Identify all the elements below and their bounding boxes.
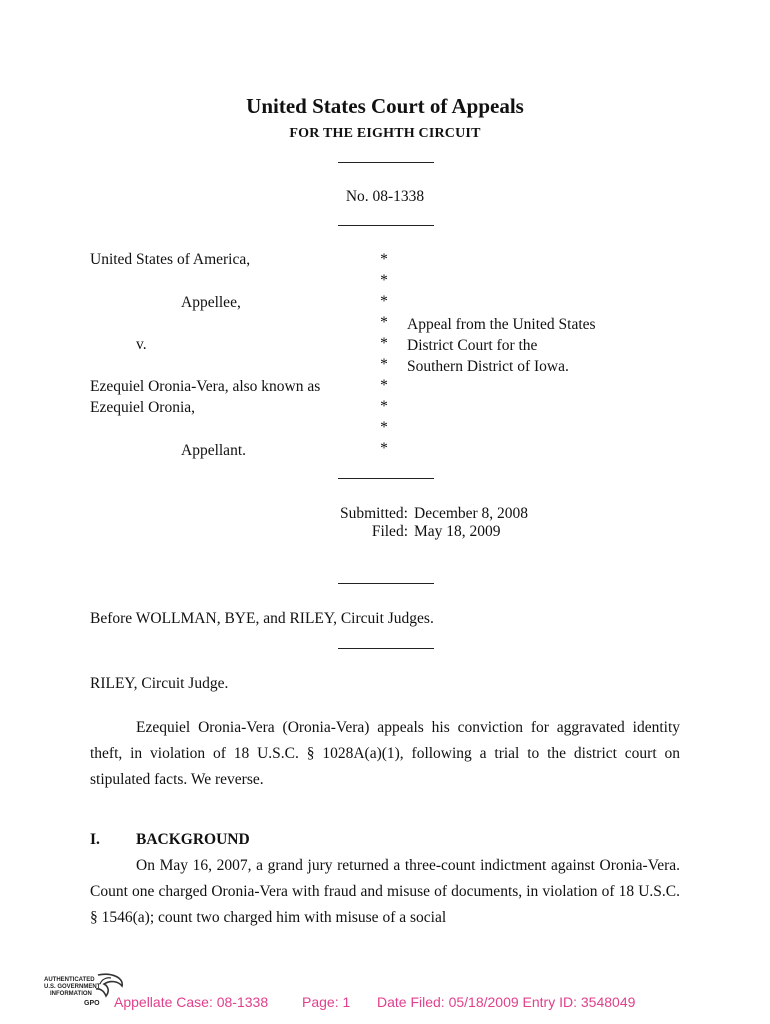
caption-star: * — [380, 398, 388, 415]
panel-judges: Before WOLLMAN, BYE, and RILEY, Circuit Judges. — [90, 610, 434, 627]
defendant-role: Appellant. — [181, 442, 246, 459]
date-block — [0, 505, 770, 541]
section-title: BACKGROUND — [136, 831, 250, 848]
svg-text:INFORMATION: INFORMATION — [50, 991, 92, 997]
submitted-label: Submitted: — [339, 505, 408, 522]
footer-filed-entry: Date Filed: 05/18/2009 Entry ID: 3548049 — [377, 994, 636, 1010]
filed-date: May 18, 2009 — [414, 523, 501, 540]
svg-text:AUTHENTICATED: AUTHENTICATED — [44, 977, 95, 983]
submitted-row — [0, 505, 770, 523]
caption-star: * — [380, 377, 388, 394]
filed-row — [0, 523, 770, 541]
divider-rule — [338, 648, 434, 649]
appeal-from-line2: District Court for the — [407, 337, 538, 354]
circuit-name: FOR THE EIGHTH CIRCUIT — [289, 126, 481, 141]
svg-text:GPO: GPO — [84, 1000, 100, 1007]
caption-star: * — [380, 293, 388, 310]
submitted-date: December 8, 2008 — [414, 505, 529, 522]
caption-star: * — [380, 314, 388, 331]
plaintiff-name: United States of America, — [90, 251, 251, 268]
footer-case-number: Appellate Case: 08-1338 — [114, 994, 269, 1010]
caption-star: * — [380, 335, 388, 352]
defendant-name-line1: Ezequiel Oronia-Vera, also known as — [90, 378, 321, 395]
section-number: I. — [90, 831, 100, 848]
filed-label: Filed: — [371, 523, 408, 540]
footer-page-number: Page: 1 — [302, 994, 351, 1010]
divider-rule — [338, 225, 434, 226]
background-paragraph: On May 16, 2007, a grand jury returned a three-count indictment against Oronia-Vera. Count one charged Oronia-Vera with fraud and misuse of documents, in violation of 18 U.S.C. § 1546(a); count two charged him with misuse of a social — [90, 857, 680, 926]
divider-rule — [338, 478, 434, 479]
caption-star: * — [380, 440, 388, 457]
divider-rule — [338, 583, 434, 584]
caption-star: * — [380, 251, 388, 268]
divider-rule — [338, 162, 434, 163]
caption-star: * — [380, 419, 388, 436]
appeal-from-line1: Appeal from the United States — [407, 316, 596, 333]
case-number: No. 08-1338 — [345, 188, 425, 205]
caption-star: * — [380, 272, 388, 289]
defendant-name-line2: Ezequiel Oronia, — [90, 399, 196, 416]
opinion-author: RILEY, Circuit Judge. — [90, 675, 229, 692]
plaintiff-role: Appellee, — [181, 294, 241, 311]
caption-star: * — [380, 356, 388, 373]
intro-paragraph: Ezequiel Oronia-Vera (Oronia-Vera) appeals his conviction for aggravated identity theft, in violation of 18 U.S.C. § 1028A(a)(1), following a trial to the district court on stipulated facts. We reverse. — [90, 719, 680, 788]
svg-text:U.S. GOVERNMENT: U.S. GOVERNMENT — [44, 984, 101, 990]
appeal-from-line3: Southern District of Iowa. — [407, 358, 569, 375]
versus: v. — [136, 336, 147, 353]
court-name: United States Court of Appeals — [246, 94, 524, 118]
